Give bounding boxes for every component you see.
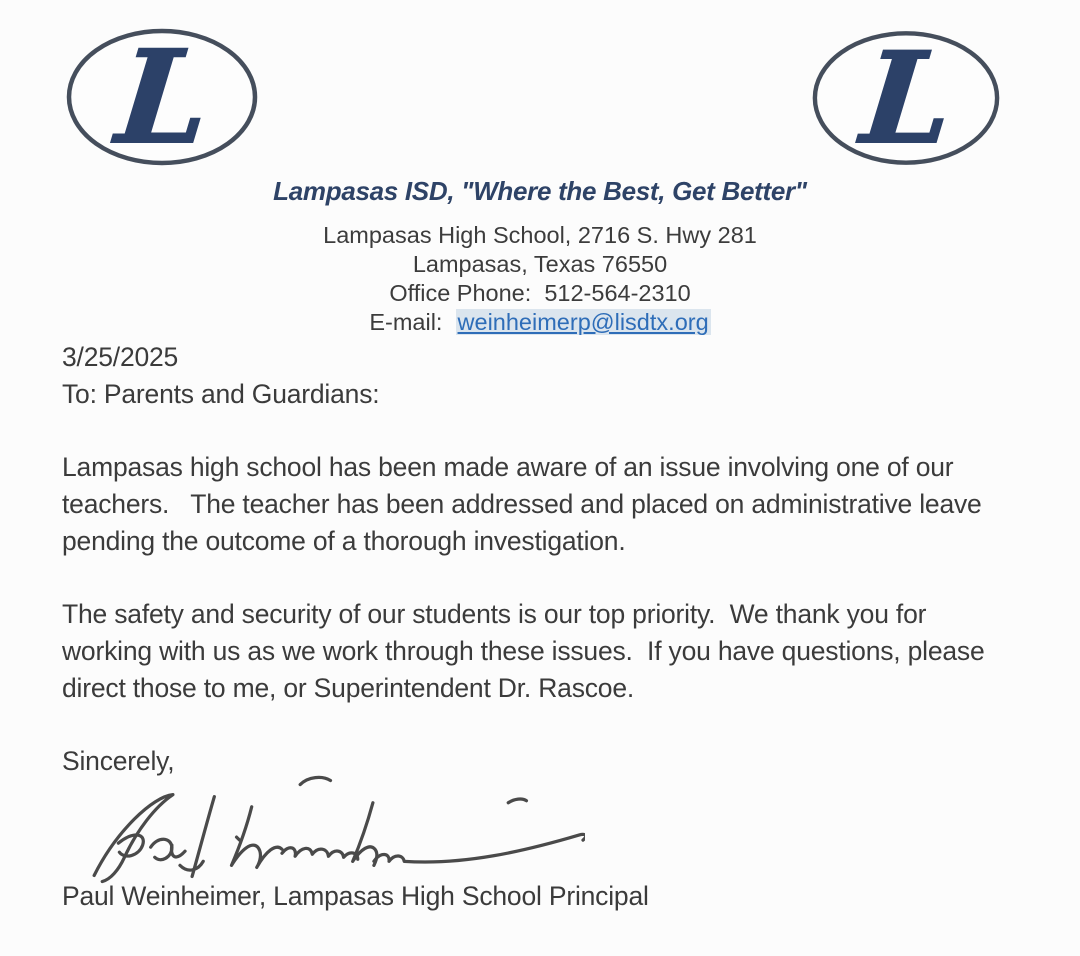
- salutation: To: Parents and Guardians:: [62, 379, 380, 409]
- paragraph-2-line-3: direct those to me, or Superintendent Dr. Rascoe.: [62, 673, 635, 703]
- letter-body: [62, 339, 1047, 915]
- school-logo-left: [64, 26, 260, 173]
- email-label: E-mail:: [369, 309, 456, 335]
- logo-letter: L: [111, 26, 217, 168]
- signature: [80, 772, 1047, 878]
- school-logo-left-graphic: [64, 26, 260, 168]
- district-tagline: Lampasas ISD, "Where the Best, Get Better": [273, 176, 807, 206]
- letter-date: 3/25/2025: [62, 342, 179, 372]
- paragraph-1-line-2: teachers. The teacher has been addressed and placed on administrative leave: [62, 489, 982, 519]
- blank-line: [62, 413, 1047, 449]
- school-logo-right-graphic: [810, 26, 1002, 170]
- letterhead-address-block: [0, 221, 1080, 337]
- office-phone-line: Office Phone: 512-564-2310: [389, 280, 691, 306]
- school-logo-right: [810, 26, 1002, 175]
- paragraph-2-line-2: working with us as we work through these issues. If you have questions, please: [62, 636, 985, 666]
- paragraph-1: [62, 449, 1047, 560]
- paragraph-1-line-1: Lampasas high school has been made aware of an issue involving one of our: [62, 452, 954, 482]
- email-line: [0, 308, 1080, 337]
- city-state-zip-line: Lampasas, Texas 76550: [412, 251, 668, 277]
- signature-graphic: [80, 772, 585, 884]
- blank-line: [62, 707, 1047, 743]
- paragraph-2-line-1: The safety and security of our students is our top priority. We thank you for: [62, 599, 927, 629]
- email-link[interactable]: weinheimerp@lisdtx.org: [457, 309, 709, 335]
- paragraph-2: [62, 596, 1047, 707]
- blank-line: [62, 560, 1047, 596]
- signer-name-line: Paul Weinheimer, Lampasas High School Principal: [62, 881, 649, 911]
- closing: Sincerely,: [62, 746, 175, 776]
- paragraph-1-line-3: pending the outcome of a thorough investigation.: [62, 526, 626, 556]
- signature-strokes: [94, 777, 585, 881]
- logo-letter: L: [856, 26, 960, 170]
- school-address-line: Lampasas High School, 2716 S. Hwy 281: [323, 222, 757, 248]
